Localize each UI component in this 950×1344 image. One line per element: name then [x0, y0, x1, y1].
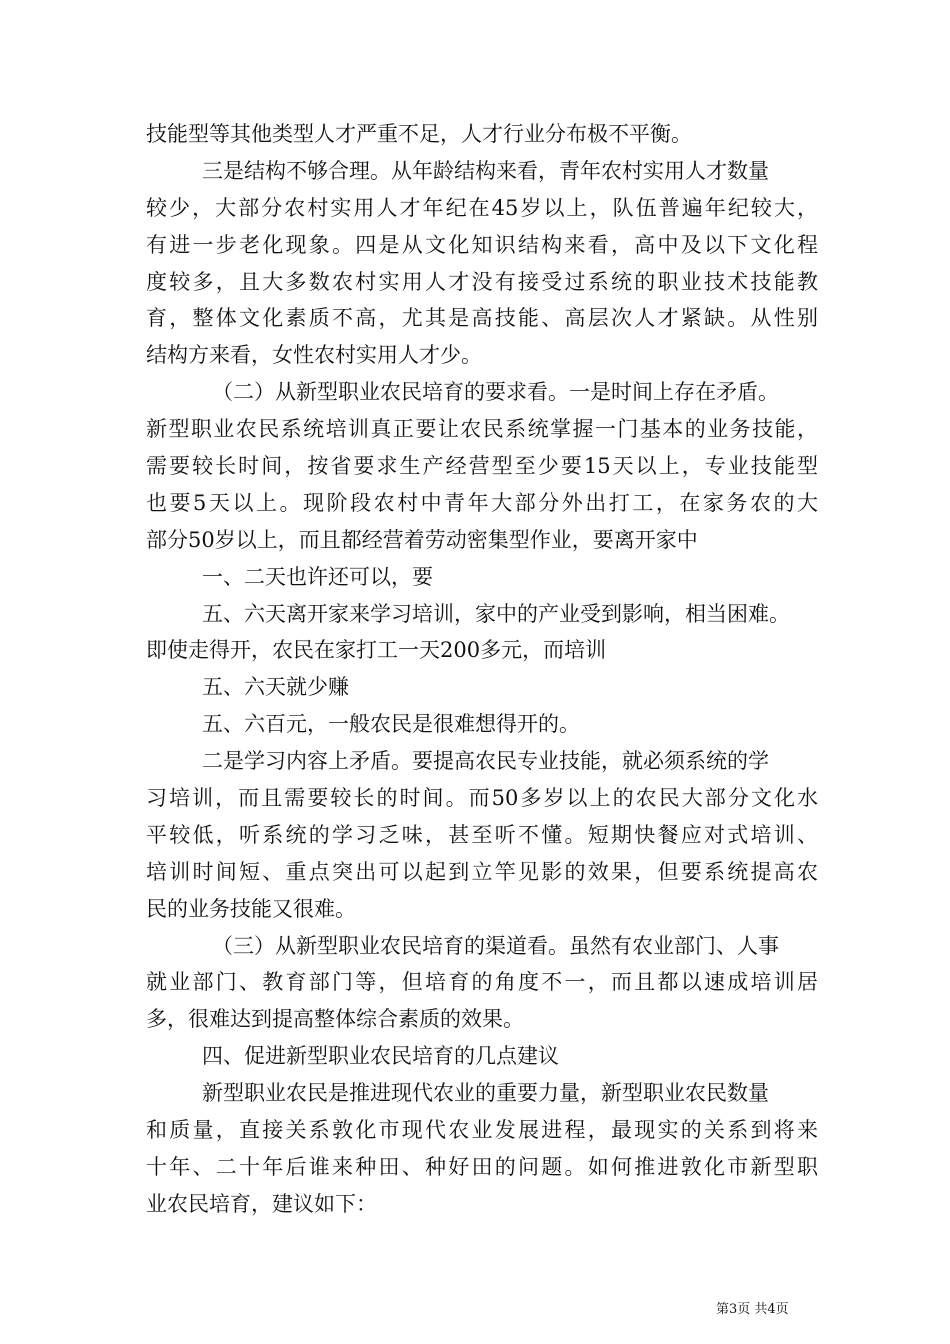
text-line: （二）从新型职业农民培育的要求看。一是时间上存在矛盾。 — [212, 380, 779, 405]
text-line: 民的业务技能又很难。 — [146, 896, 356, 921]
text-line: 五、六天离开家来学习培训，家中的产业受到影响，相当困难。 — [202, 601, 790, 626]
text-line: 五、六百元，一般农民是很难想得开的。 — [202, 712, 580, 737]
text-line: 就业部门、教育部门等，但培育的角度不一，而且都以速成培训居 — [146, 970, 818, 995]
page-number: 第3页 共4页 — [716, 1302, 789, 1317]
text-line: 新型职业农民系统培训真正要让农民系统掌握一门基本的业务技能， — [146, 417, 818, 442]
section-heading: 四、促进新型职业农民培育的几点建议 — [202, 1044, 559, 1069]
text-line: 平较低，听系统的学习乏味，甚至听不懂。短期快餐应对式培训、 — [146, 822, 818, 847]
text-line: 结构方来看，女性农村实用人才少。 — [146, 343, 482, 368]
document-body — [146, 116, 818, 1223]
text-line: 部分50岁以上，而且都经营着劳动密集型作业，要离开家中 — [146, 527, 698, 552]
text-line: 习培训，而且需要较长的时间。而50多岁以上的农民大部分文化水 — [146, 786, 818, 811]
text-line: 度较多，且大多数农村实用人才没有接受过系统的职业技术技能教 — [146, 269, 818, 294]
text-line: 即使走得开，农民在家打工一天200多元，而培训 — [146, 638, 607, 663]
text-line: 二是学习内容上矛盾。要提高农民专业技能，就必须系统的学 — [202, 749, 769, 774]
text-line: 也要5天以上。现阶段农村中青年大部分外出打工，在家务农的大 — [146, 490, 818, 515]
text-line: 和质量，直接关系敦化市现代农业发展进程，最现实的关系到将来 — [146, 1118, 818, 1143]
text-line: 有进一步老化现象。四是从文化知识结构来看，高中及以下文化程 — [146, 232, 818, 257]
text-line: 培训时间短、重点突出可以起到立竿见影的效果，但要系统提高农 — [146, 859, 818, 884]
text-line: 需要较长时间，按省要求生产经营型至少要15天以上，专业技能型 — [146, 454, 818, 479]
text-line: 育，整体文化素质不高，尤其是高技能、高层次人才紧缺。从性别 — [146, 306, 818, 331]
text-line: 一、二天也许还可以，要 — [202, 564, 433, 589]
text-line: 技能型等其他类型人才严重不足，人才行业分布极不平衡。 — [146, 122, 692, 146]
text-line: 业农民培育，建议如下： — [146, 1191, 377, 1216]
text-line: 新型职业农民是推进现代农业的重要力量，新型职业农民数量 — [202, 1081, 769, 1106]
text-line: 五、六天就少赚 — [202, 675, 349, 700]
text-line: 三是结构不够合理。从年龄结构来看，青年农村实用人才数量 — [202, 158, 769, 183]
text-line: 较少，大部分农村实用人才年纪在45岁以上，队伍普遍年纪较大， — [146, 195, 818, 220]
text-line: 多，很难达到提高整体综合素质的效果。 — [146, 1007, 524, 1032]
text-line: （三）从新型职业农民培育的渠道看。虽然有农业部门、人事 — [212, 933, 779, 958]
text-line: 十年、二十年后谁来种田、种好田的问题。如何推进敦化市新型职 — [146, 1154, 818, 1179]
